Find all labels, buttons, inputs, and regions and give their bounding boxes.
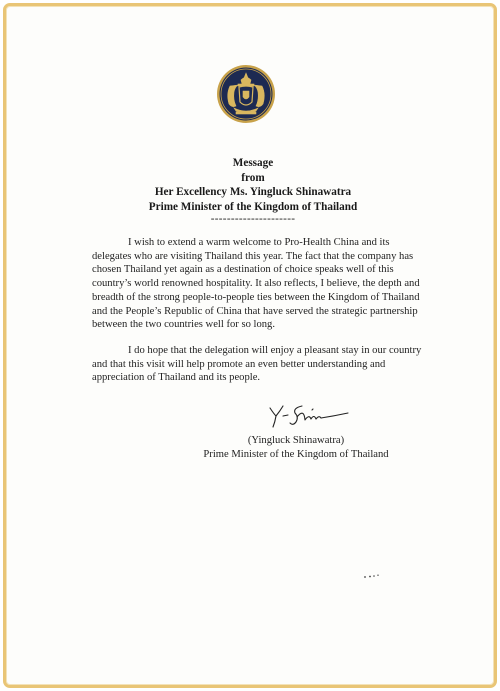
signoff-name: (Yingluck Shinawatra)	[247, 435, 345, 446]
body-paragraph-2: I do hope that the delegation will enjoy a pleasant stay in our country and that this visit will help promote an even better understanding and appreciation of Thailand and its people.	[92, 344, 422, 384]
letter-body	[92, 236, 427, 397]
heading-sender-name: Her Excellency Ms. Yingluck Shinawatra	[154, 186, 352, 198]
heading-sender-title: Prime Minister of the Kingdom of Thailand	[148, 200, 358, 213]
heading-message: Message	[232, 157, 274, 169]
handwritten-signature	[264, 400, 354, 432]
heading-divider: ---------------------	[210, 213, 296, 225]
royal-seal-icon	[216, 64, 276, 124]
signoff-title: Prime Minister of the Kingdom of Thailand	[203, 448, 389, 460]
body-paragraph-1: I wish to extend a warm welcome to Pro-Health China and its delegates who are visiting Thailand this year. The fact that the company has chosen Thailand yet again as a destination of choice speaks well of this country’s world renowned hospitality. It also reflects, I believe, the depth and breadth of the strong people-to-people ties between the Kingdom of Thailand and the People’s Republic of China that have served the strategic partnership between the two countries well for so long.	[92, 237, 420, 331]
heading-from: from	[241, 171, 265, 184]
letter-heading	[6, 156, 500, 225]
letter-frame	[3, 3, 497, 688]
stray-marks	[362, 572, 384, 580]
signoff-block	[186, 434, 406, 461]
